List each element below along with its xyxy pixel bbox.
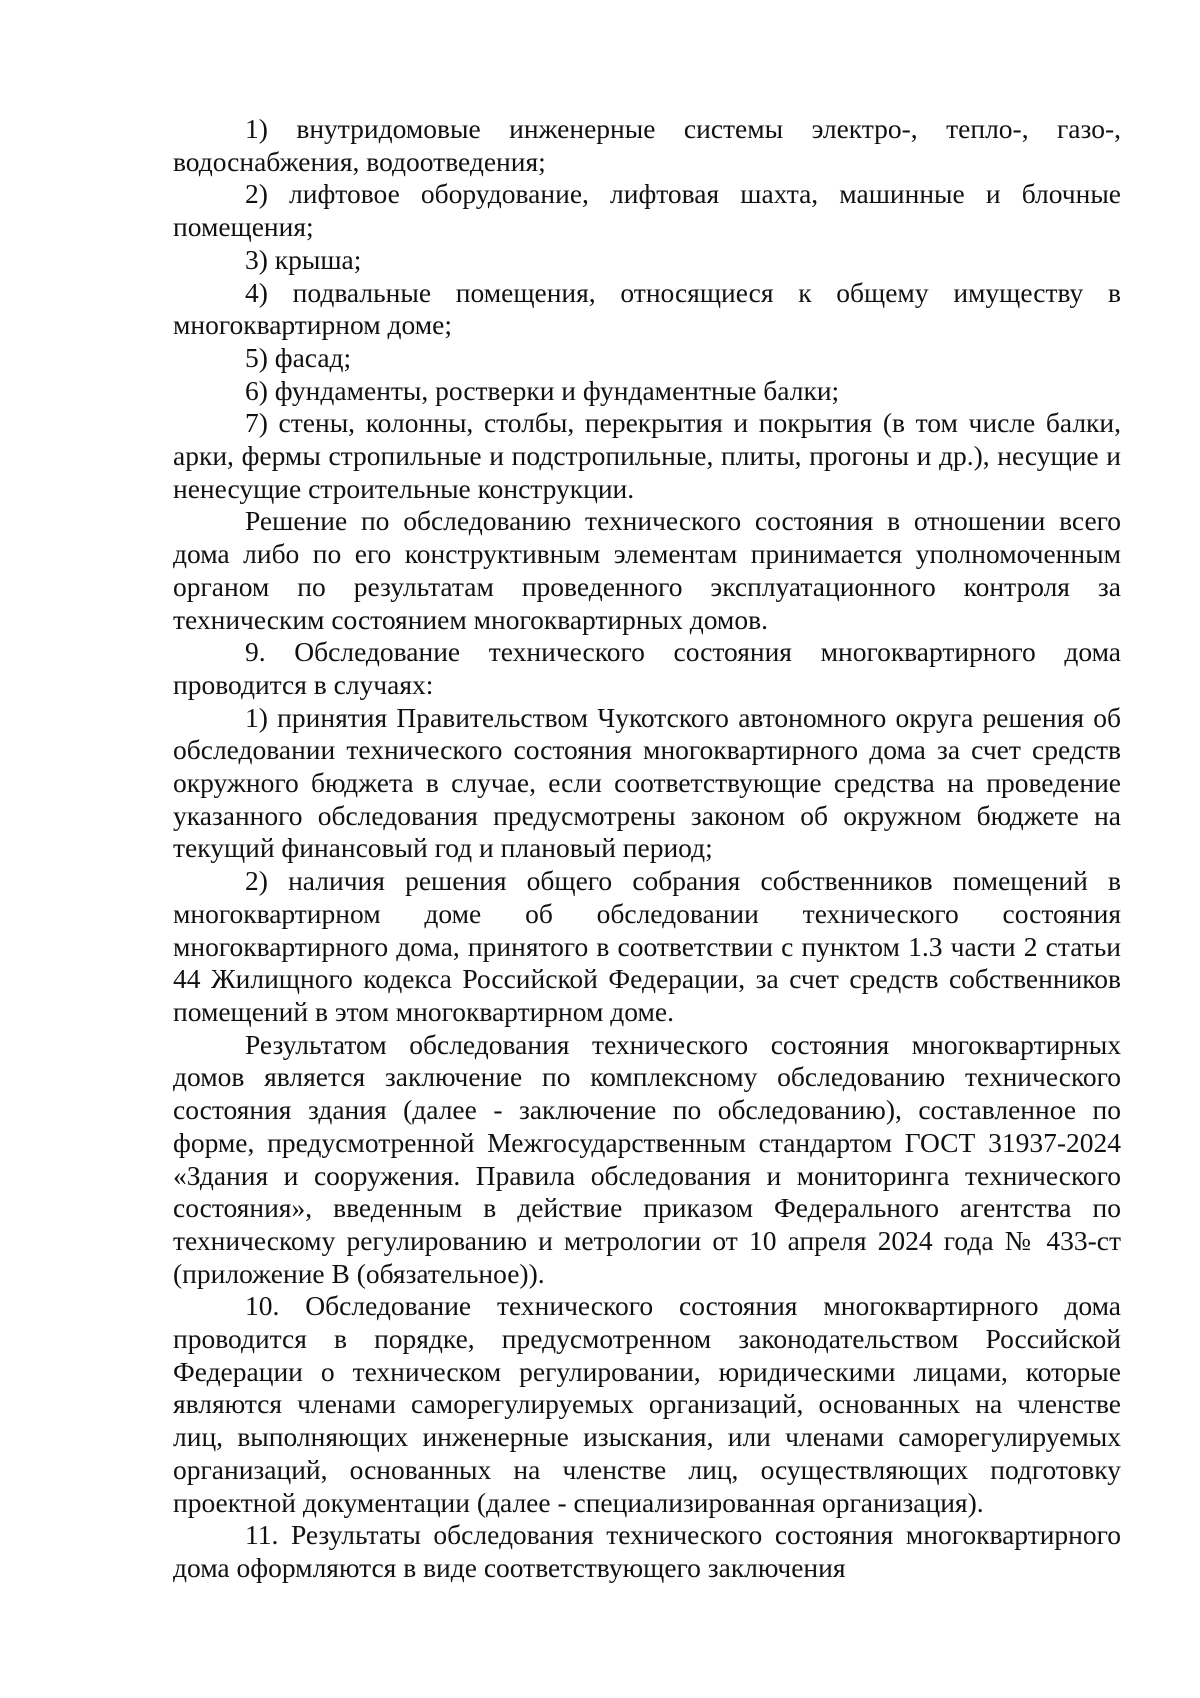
- list-item-facade: 5) фасад;: [245, 341, 352, 373]
- paragraph-clause-10: 10. Обследование технического состояния многоквартирного дома проводится в порядке, предусмотренном законодательством Российской Федерации о техническом регулировании, юридическими лицами, которые являются членами саморегулируемых организаций, основанных на членстве лиц, выполняющих инженерные изыскания, или членами саморегулируемых организаций, основанных на членстве лиц, осуществляющих подготовку проектной документации (далее - специализированная организация).: [173, 1290, 1121, 1518]
- list-item-government-decision: 1) принятия Правительством Чукотского автономного округа решения об обследовании технического состояния многоквартирного дома за счет средств окружного бюджета в случае, если соответствующие средства на проведение указанного обследования предусмотрены законом об окружном бюджете на текущий финансовый год и плановый период;: [173, 701, 1121, 864]
- list-item-elevator-equipment: 2) лифтовое оборудование, лифтовая шахта, машинные и блочные помещения;: [173, 178, 1121, 243]
- paragraph-inspection-decision: Решение по обследованию технического состояния в отношении всего дома либо по его конструктивным элементам принимается уполномоченным органом по результатам проведенного эксплуатационного контроля за техническим состоянием многоквартирных домов.: [173, 505, 1121, 635]
- list-item-owners-decision: 2) наличия решения общего собрания собственников помещений в многоквартирном доме об обследовании технического состояния многоквартирного дома, принятого в соответствии с пунктом 1.3 части 2 статьи 44 Жилищного кодекса Российской Федерации, за счет средств собственников помещений в этом многоквартирном доме.: [173, 865, 1121, 1027]
- list-item-engineering-systems: 1) внутридомовые инженерные системы электро-, тепло-, газо-, водоснабжения, водоотведения;: [173, 113, 1121, 177]
- list-item-walls-structures: 7) стены, колонны, столбы, перекрытия и покрытия (в том числе балки, арки, фермы стропильные и подстропильные, плиты, прогоны и др.), несущие и ненесущие строительные конструкции.: [173, 407, 1121, 504]
- paragraph-clause-9: 9. Обследование технического состояния многоквартирного дома проводится в случаях:: [173, 636, 1121, 700]
- paragraph-inspection-result: Результатом обследования технического состояния многоквартирных домов является заключение по комплексному обследованию технического состояния здания (далее - заключение по обследованию), составленное по форме, предусмотренной Межгосударственным стандартом ГОСТ 31937-2024 «Здания и сооружения. Правила обследования и мониторинга технического состояния», введенным в действие приказом Федерального агентства по техническому регулированию и метрологии от 10 апреля 2024 года № 433-ст (приложение В (обязательное)).: [173, 1028, 1121, 1289]
- list-item-basements: 4) подвальные помещения, относящиеся к общему имуществу в многоквартирном доме;: [173, 276, 1121, 341]
- document-body: [173, 113, 1121, 1585]
- list-item-foundations: 6) фундаменты, ростверки и фундаментные балки;: [245, 374, 840, 406]
- paragraph-clause-11: 11. Результаты обследования технического состояния многоквартирного дома оформляются в виде соответствующего заключения: [173, 1519, 1121, 1583]
- list-item-roof: 3) крыша;: [245, 243, 362, 275]
